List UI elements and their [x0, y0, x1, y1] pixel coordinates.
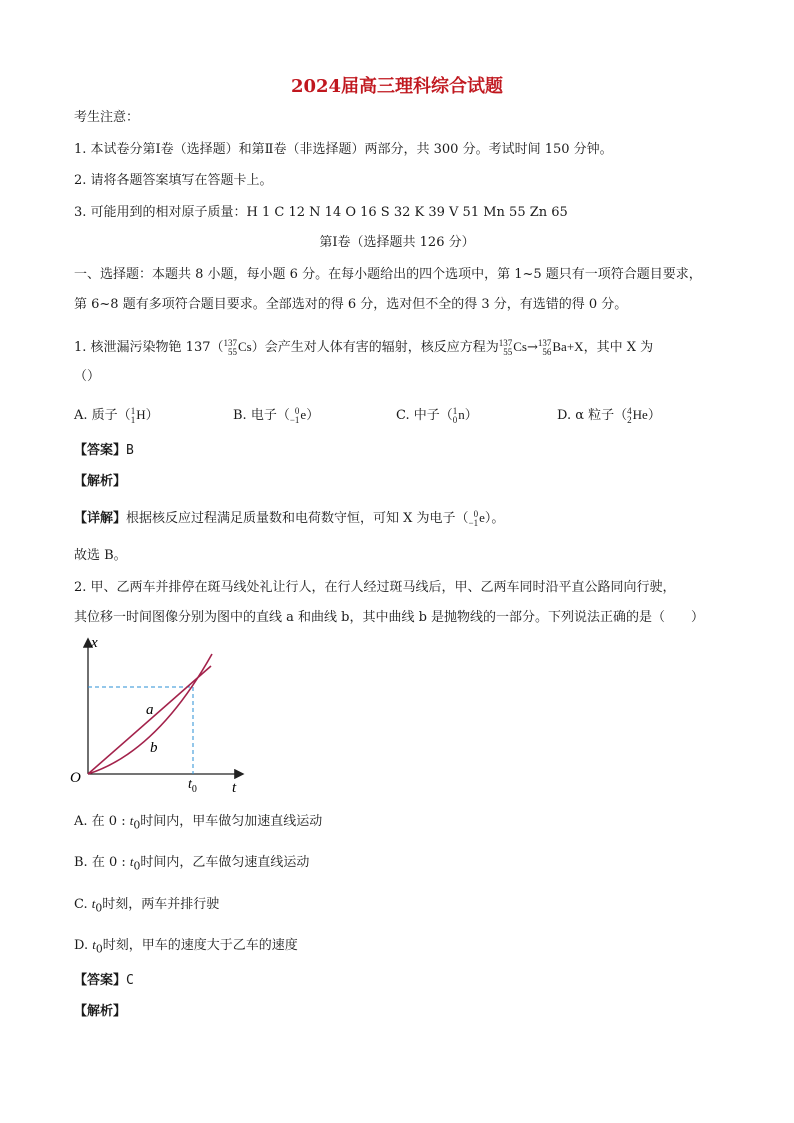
xt-graph: [66, 632, 256, 798]
q1-stem-c: ，其中 X 为: [583, 340, 654, 355]
detail-tag: 【详解】: [74, 511, 127, 526]
cs-symbol: Cs: [237, 339, 252, 354]
notice-item-1: 1. 本试卷分第Ⅰ卷（选择题）和第Ⅱ卷（非选择题）两部分，共 300 分。考试时间 150 分钟。: [74, 142, 613, 157]
q2-option-d: [74, 935, 298, 960]
nuclide-mass: 1: [130, 406, 136, 417]
nuclide-symbol: n: [458, 407, 465, 422]
option-text: 中子（: [413, 408, 453, 423]
option-pre: A. 在 0 :: [74, 814, 130, 829]
x-axis-label: t: [232, 780, 237, 796]
option-pre: B. 在 0 :: [74, 855, 130, 870]
option-post: 时刻，甲车的速度大于乙车的速度: [102, 938, 298, 953]
page-title: 2024届高三理科综合试题: [290, 76, 504, 97]
ba-mass: 137: [537, 338, 552, 349]
detail-text: 根据核反应过程满足质量数和电荷数守恒，可知 X 为电子（: [126, 511, 469, 526]
option-pre: C.: [74, 897, 92, 912]
q2-option-b: [74, 852, 309, 877]
q1-answer: [74, 441, 134, 461]
option-nuclide: [627, 405, 648, 425]
option-sub: 0: [95, 901, 103, 915]
nuclide-charge: 0: [452, 415, 458, 426]
q1-detail: [74, 508, 504, 529]
q2-option-c: [74, 894, 219, 919]
q2-stem-line-1: 2. 甲、乙两车并排停在斑马线处礼让行人，在行人经过斑马线后，甲、乙两车同时沿平直公路同向行驶，: [74, 580, 676, 595]
option-text: α 粒子（: [575, 408, 628, 423]
y-axis-label: x: [91, 635, 98, 651]
option-close: ）: [145, 408, 159, 423]
t0-label: [188, 777, 197, 795]
q1-analysis-tag: 【解析】: [74, 474, 127, 489]
detail-nuclide: [469, 508, 485, 528]
nuclide-charge: −1: [468, 518, 479, 529]
option-sub: 0: [95, 942, 103, 956]
option-sub: 0: [133, 859, 141, 873]
nuclide-symbol: e: [479, 510, 485, 525]
ba-atomic: 56: [542, 347, 552, 358]
q1-option-d: [557, 405, 661, 426]
option-letter: D.: [557, 408, 572, 423]
q1-option-b: [233, 405, 319, 426]
option-close: ）: [464, 408, 478, 423]
option-t: t: [129, 813, 134, 828]
option-post: 时刻，两车并排行驶: [102, 897, 220, 912]
q2-option-a: [74, 811, 322, 836]
q1-stem-a: 1. 核泄漏污染物铯 137（: [74, 340, 224, 355]
q1-option-c: [396, 405, 478, 426]
option-close: ）: [647, 408, 661, 423]
curve-b-label: b: [150, 740, 158, 756]
nuclide-charge: 2: [627, 415, 632, 426]
q1-stem-d: （）: [74, 369, 101, 384]
option-letter: B.: [233, 408, 247, 423]
line-a-label: a: [146, 702, 154, 718]
option-text: 质子（: [91, 408, 131, 423]
answer-tag: 【答案】: [74, 973, 127, 988]
option-t: t: [91, 896, 96, 911]
t0-t: t: [188, 777, 192, 792]
instruction-line-2: 第 6~8 题有多项符合题目要求。全部选对的得 6 分，选对但不全的得 3 分，有选错的得 0 分。: [74, 297, 628, 312]
nuclide-symbol: He: [632, 407, 648, 422]
option-sub: 0: [133, 818, 141, 832]
answer-tag: 【答案】: [74, 443, 127, 458]
notice-item-3: 3. 可能用到的相对原子质量：H 1 C 12 N 14 O 16 S 32 K 39 V 51 Mn 55 Zn 65: [74, 205, 568, 220]
nuclide-mass: 0: [473, 509, 479, 520]
answer-value: B: [126, 443, 134, 458]
option-letter: A.: [74, 408, 88, 423]
notice-item-2: 2. 请将各题答案填写在答题卡上。: [74, 173, 273, 188]
ba-nuclide: [538, 337, 567, 357]
cs-nuclide-eq: [499, 337, 527, 357]
option-letter: C.: [396, 408, 410, 423]
q1-conclusion: 故选 B。: [74, 548, 127, 563]
option-t: t: [129, 854, 134, 869]
nuclide-mass: 1: [452, 406, 458, 417]
cs-atomic-eq: 55: [503, 347, 513, 358]
notice-heading: 考生注意：: [74, 110, 140, 125]
option-nuclide: [290, 405, 306, 425]
cs-nuclide: [223, 337, 251, 357]
t0-sub: 0: [191, 784, 197, 795]
nuclide-symbol: e: [300, 407, 307, 422]
q1-stem-b: ）会产生对人体有害的辐射，核反应方程为: [251, 340, 499, 355]
arrow-icon: →: [526, 340, 538, 355]
q1-option-a: [74, 405, 159, 426]
nuclide-charge: −1: [289, 415, 300, 426]
ba-symbol: Ba: [552, 339, 567, 354]
q2-answer: [74, 971, 134, 991]
nuclide-charge: 1: [130, 415, 136, 426]
q2-analysis-tag: 【解析】: [74, 1004, 127, 1019]
cs-mass-eq: 137: [498, 338, 513, 349]
option-post: 时间内，乙车做匀速直线运动: [140, 855, 310, 870]
plus-x: +X: [566, 339, 584, 354]
origin-label: O: [70, 770, 81, 786]
cs-atomic: 55: [227, 347, 237, 358]
option-text: 电子（: [250, 408, 290, 423]
option-pre: D.: [74, 938, 93, 953]
option-t: t: [92, 937, 96, 952]
option-nuclide: [131, 405, 146, 425]
detail-close: ）。: [484, 511, 505, 526]
option-nuclide: [453, 405, 465, 425]
nuclide-symbol: H: [136, 407, 146, 422]
nuclide-mass: 0: [294, 406, 300, 417]
q2-stem-line-2: 其位移一时间图像分别为图中的直线 a 和曲线 b，其中曲线 b 是抛物线的一部分。下列说法正确的是（ ）: [74, 610, 705, 625]
cs-symbol-eq: Cs: [513, 339, 527, 354]
answer-value: C: [126, 973, 134, 988]
option-close: ）: [306, 408, 320, 423]
cs-mass: 137: [223, 338, 237, 349]
option-post: 时间内，甲车做匀加速直线运动: [140, 814, 323, 829]
instruction-line-1: 一、选择题：本题共 8 小题，每小题 6 分。在每小题给出的四个选项中，第 1~5 题只有一项符合题目要求，: [74, 267, 702, 282]
nuclide-mass: 4: [627, 406, 632, 417]
q1-stem: [74, 337, 653, 358]
section-title: 第Ⅰ卷（选择题共 126 分）: [319, 235, 475, 250]
